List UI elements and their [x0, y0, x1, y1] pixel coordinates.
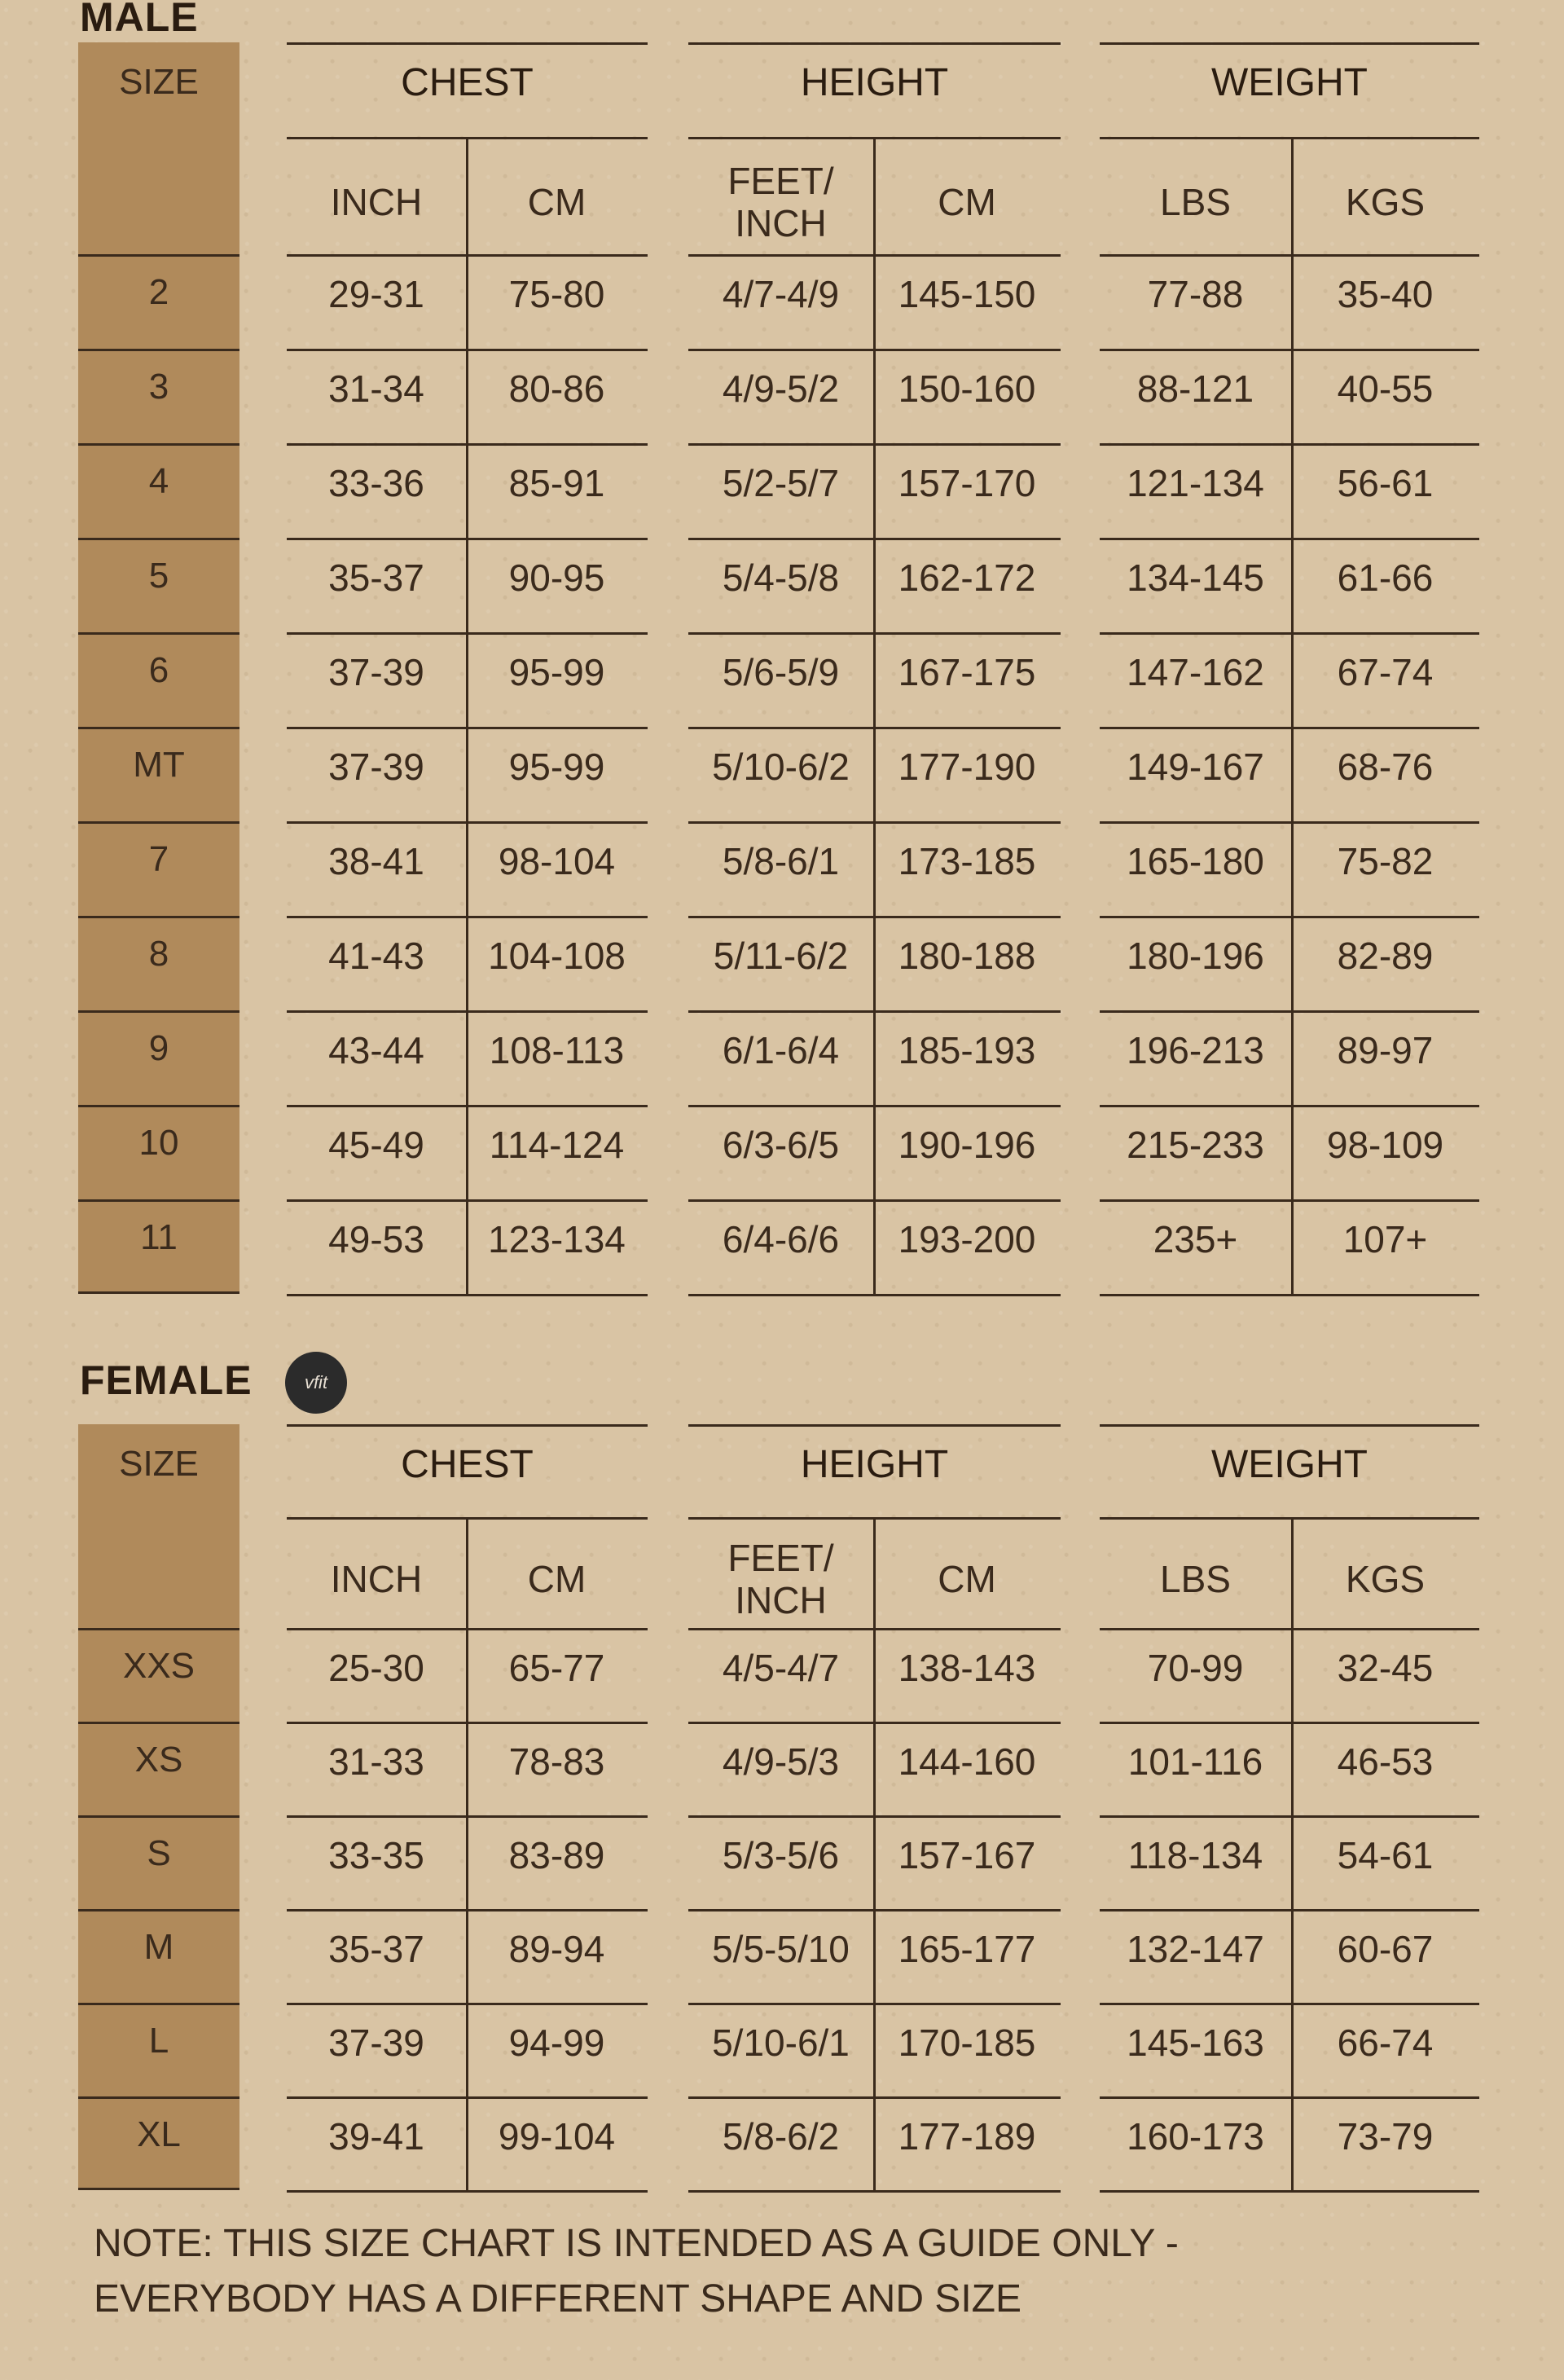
male-col-height-ftin-text-1: INCH [735, 202, 827, 244]
male-row-rule [1100, 916, 1479, 918]
female-row-rule [688, 1909, 1061, 1911]
female-row-rule [287, 2003, 648, 2005]
male-weight-sub-rule [1100, 137, 1479, 139]
male-cell-height-cm: 167-175 [898, 651, 1036, 693]
female-cell-chest-cm: 83-89 [508, 1834, 605, 1876]
female-col-weight-lbs [1100, 1558, 1291, 1600]
male-row-rule [688, 632, 1061, 635]
male-cell-height-ftin: 5/11-6/2 [713, 935, 849, 977]
female-cell-weight-lbs: 118-134 [1127, 1834, 1263, 1876]
male-cell-height-ftin: 5/4-5/8 [722, 557, 840, 599]
female-cell-weight-kgs: 32-45 [1337, 1647, 1434, 1689]
female-col-height-cm-text-0: CM [938, 1558, 996, 1600]
female-chest-bottom-rule [287, 2190, 648, 2193]
male-cell-weight-lbs: 235+ [1153, 1218, 1238, 1260]
female-height-header: HEIGHT [800, 1443, 949, 1486]
female-cell-chest-cm: 65-77 [508, 1647, 605, 1689]
female-cell-chest-cm: 99-104 [498, 2115, 616, 2158]
male-row-rule [1100, 1105, 1479, 1107]
male-row-rule [688, 443, 1061, 446]
male-cell-weight-lbs: 77-88 [1147, 273, 1244, 315]
male-cell-chest-cm: 95-99 [508, 651, 605, 693]
male-cell-weight-kgs: 67-74 [1337, 651, 1434, 693]
male-cell-weight-lbs: 180-196 [1127, 935, 1264, 977]
female-row-rule [688, 1815, 1061, 1818]
female-col-height-ftin-text-0: FEET/ [727, 1537, 834, 1579]
male-row-rule [688, 821, 1061, 824]
male-size-rule [78, 821, 239, 824]
female-row-rule [287, 2096, 648, 2099]
female-row-rule [287, 1628, 648, 1630]
male-row-rule [688, 916, 1061, 918]
male-cell-height-ftin: 4/7-4/9 [722, 273, 840, 315]
male-size-bottom-rule [78, 1291, 239, 1294]
male-cell-weight-lbs: 147-162 [1127, 651, 1264, 693]
male-size-10: 10 [138, 1123, 179, 1163]
female-size-rule [78, 1628, 239, 1630]
male-size-rule [78, 538, 239, 540]
female-cell-weight-kgs: 60-67 [1337, 1928, 1434, 1970]
male-row-rule [688, 254, 1061, 257]
female-size-rule [78, 1909, 239, 1911]
male-cell-height-cm: 185-193 [898, 1029, 1036, 1071]
female-size-rule [78, 1722, 239, 1724]
male-cell-chest-cm: 75-80 [508, 273, 605, 315]
female-row-rule [1100, 2003, 1479, 2005]
male-cell-height-cm: 193-200 [898, 1218, 1036, 1260]
female-size-rule [78, 2003, 239, 2005]
male-cell-weight-kgs: 56-61 [1337, 462, 1434, 504]
female-col-weight-kgs [1291, 1558, 1479, 1600]
male-row-rule [1100, 1199, 1479, 1202]
male-size-8: 8 [148, 934, 169, 974]
male-row-rule [287, 538, 648, 540]
female-row-rule [287, 1909, 648, 1911]
male-cell-weight-lbs: 215-233 [1127, 1124, 1264, 1166]
female-cell-chest-inch: 25-30 [328, 1647, 424, 1689]
female-size-header: SIZE [119, 1444, 199, 1484]
male-size-rule [78, 727, 239, 729]
female-size-m: M [143, 1927, 174, 1967]
male-height-top-rule [688, 42, 1061, 45]
female-row-rule [1100, 2096, 1479, 2099]
male-cell-weight-lbs: 196-213 [1127, 1029, 1264, 1071]
male-cell-weight-kgs: 35-40 [1337, 273, 1434, 315]
male-cell-height-ftin: 6/1-6/4 [722, 1029, 840, 1071]
female-weight-bottom-rule [1100, 2190, 1479, 2193]
male-row-rule [1100, 349, 1479, 351]
female-cell-height-cm: 177-189 [898, 2115, 1036, 2158]
male-cell-weight-kgs: 40-55 [1337, 367, 1434, 410]
male-size-2: 2 [148, 272, 169, 312]
female-size-column [78, 1424, 239, 2190]
male-size-mt: MT [133, 745, 185, 785]
female-chest-header: CHEST [401, 1443, 534, 1486]
male-size-header: SIZE [119, 62, 199, 102]
male-cell-chest-cm: 114-124 [489, 1124, 625, 1166]
male-col-weight-lbs [1100, 181, 1291, 223]
male-row-rule [287, 1199, 648, 1202]
male-chest-top-rule [287, 42, 648, 45]
male-cell-height-cm: 145-150 [898, 273, 1036, 315]
male-col-chest-inch [287, 181, 466, 223]
male-cell-weight-kgs: 61-66 [1337, 557, 1434, 599]
male-col-height-cm [873, 181, 1061, 223]
female-col-height-ftin-text-1: INCH [735, 1579, 827, 1621]
female-cell-weight-lbs: 132-147 [1127, 1928, 1264, 1970]
female-size-s: S [147, 1833, 171, 1873]
female-cell-height-cm: 138-143 [898, 1647, 1036, 1689]
vfit-badge-icon: vfit [285, 1352, 347, 1414]
female-col-chest-cm [466, 1558, 648, 1600]
female-chest-top-rule [287, 1424, 648, 1427]
female-cell-height-ftin: 5/10-6/1 [712, 2021, 850, 2064]
female-row-rule [688, 1722, 1061, 1724]
male-size-rule [78, 443, 239, 446]
female-col-chest-cm-text-0: CM [527, 1558, 586, 1600]
male-cell-chest-cm: 80-86 [508, 367, 605, 410]
female-cell-height-ftin: 4/9-5/3 [722, 1740, 840, 1783]
male-chest-header: CHEST [401, 61, 534, 104]
male-cell-chest-inch: 43-44 [328, 1029, 424, 1071]
female-row-rule [287, 1722, 648, 1724]
female-height-bottom-rule [688, 2190, 1061, 2193]
male-cell-chest-inch: 38-41 [328, 840, 424, 882]
male-size-rule [78, 1010, 239, 1013]
note-line-2: EVERYBODY HAS A DIFFERENT SHAPE AND SIZE [94, 2277, 1022, 2321]
male-row-rule [1100, 1010, 1479, 1013]
male-cell-chest-inch: 33-36 [328, 462, 424, 504]
male-cell-weight-lbs: 134-145 [1127, 557, 1264, 599]
male-size-rule [78, 916, 239, 918]
female-cell-height-cm: 157-167 [898, 1834, 1036, 1876]
male-height-bottom-rule [688, 1294, 1061, 1296]
female-cell-chest-inch: 39-41 [328, 2115, 424, 2158]
female-weight-sub-rule [1100, 1517, 1479, 1520]
male-cell-height-ftin: 6/4-6/6 [722, 1218, 840, 1260]
male-row-rule [287, 727, 648, 729]
female-cell-chest-cm: 94-99 [508, 2021, 605, 2064]
female-row-rule [688, 2003, 1061, 2005]
male-col-weight-lbs-text-0: LBS [1160, 181, 1231, 223]
female-row-rule [688, 1628, 1061, 1630]
male-col-weight-kgs [1291, 181, 1479, 223]
male-cell-weight-kgs: 89-97 [1337, 1029, 1434, 1071]
female-size-xxs: XXS [122, 1646, 196, 1686]
male-cell-height-cm: 157-170 [898, 462, 1036, 504]
female-size-xl: XL [137, 2114, 181, 2154]
male-cell-chest-cm: 108-113 [489, 1029, 625, 1071]
male-row-rule [688, 1199, 1061, 1202]
male-weight-bottom-rule [1100, 1294, 1479, 1296]
male-title: MALE [80, 0, 199, 40]
note-line-1: NOTE: THIS SIZE CHART IS INTENDED AS A GUIDE ONLY - [94, 2222, 1179, 2265]
male-col-weight-kgs-text-0: KGS [1345, 181, 1426, 223]
male-cell-weight-kgs: 98-109 [1326, 1124, 1444, 1166]
male-size-rule [78, 632, 239, 635]
male-cell-chest-cm: 98-104 [498, 840, 616, 882]
male-col-chest-cm-text-0: CM [527, 181, 586, 223]
male-weight-top-rule [1100, 42, 1479, 45]
male-row-rule [1100, 727, 1479, 729]
male-col-height-ftin-text-0: FEET/ [727, 160, 834, 202]
male-row-rule [287, 349, 648, 351]
female-col-weight-kgs-text-0: KGS [1345, 1558, 1426, 1600]
male-size-9: 9 [148, 1028, 169, 1068]
size-chart-note [94, 2216, 1397, 2327]
male-col-chest-inch-text-0: INCH [330, 181, 423, 223]
male-row-rule [688, 727, 1061, 729]
female-cell-height-cm: 170-185 [898, 2021, 1036, 2064]
female-cell-chest-inch: 35-37 [328, 1928, 424, 1970]
male-cell-height-ftin: 5/2-5/7 [722, 462, 840, 504]
female-row-rule [1100, 1722, 1479, 1724]
male-cell-height-ftin: 5/10-6/2 [712, 746, 850, 788]
female-cell-weight-kgs: 66-74 [1337, 2021, 1434, 2064]
male-cell-weight-kgs: 82-89 [1337, 935, 1434, 977]
female-size-l: L [148, 2021, 169, 2061]
female-col-height-ftin [688, 1537, 873, 1621]
male-cell-height-cm: 162-172 [898, 557, 1036, 599]
female-size-bottom-rule [78, 2188, 239, 2190]
female-row-rule [1100, 1909, 1479, 1911]
female-cell-height-ftin: 5/5-5/10 [712, 1928, 850, 1970]
female-weight-top-rule [1100, 1424, 1479, 1427]
male-col-chest-cm [466, 181, 648, 223]
male-height-header: HEIGHT [800, 61, 949, 104]
male-cell-weight-lbs: 165-180 [1127, 840, 1264, 882]
male-row-rule [688, 349, 1061, 351]
male-row-rule [287, 916, 648, 918]
male-cell-chest-inch: 49-53 [328, 1218, 424, 1260]
male-size-5: 5 [148, 556, 169, 596]
male-cell-height-ftin: 5/8-6/1 [722, 840, 840, 882]
female-size-rule [78, 2096, 239, 2099]
male-row-rule [287, 821, 648, 824]
male-size-rule [78, 349, 239, 351]
male-cell-chest-inch: 45-49 [328, 1124, 424, 1166]
male-row-rule [688, 1010, 1061, 1013]
male-cell-chest-cm: 85-91 [508, 462, 605, 504]
male-cell-height-cm: 177-190 [898, 746, 1036, 788]
male-size-rule [78, 1199, 239, 1202]
male-size-11: 11 [140, 1217, 178, 1257]
female-col-chest-inch [287, 1558, 466, 1600]
male-cell-height-cm: 180-188 [898, 935, 1036, 977]
female-cell-chest-cm: 89-94 [508, 1928, 605, 1970]
female-row-rule [1100, 1815, 1479, 1818]
female-cell-height-cm: 165-177 [898, 1928, 1036, 1970]
female-cell-height-ftin: 4/5-4/7 [722, 1647, 840, 1689]
male-cell-height-ftin: 4/9-5/2 [722, 367, 840, 410]
female-col-chest-inch-text-0: INCH [330, 1558, 423, 1600]
female-cell-chest-inch: 37-39 [328, 2021, 424, 2064]
male-cell-weight-lbs: 149-167 [1127, 746, 1264, 788]
male-cell-height-cm: 173-185 [898, 840, 1036, 882]
male-size-rule [78, 254, 239, 257]
male-size-6: 6 [148, 650, 169, 690]
male-cell-chest-inch: 35-37 [328, 557, 424, 599]
male-row-rule [287, 632, 648, 635]
female-row-rule [688, 2096, 1061, 2099]
female-cell-weight-lbs: 160-173 [1127, 2115, 1264, 2158]
male-cell-height-ftin: 6/3-6/5 [722, 1124, 840, 1166]
male-cell-chest-inch: 37-39 [328, 651, 424, 693]
female-col-weight-lbs-text-0: LBS [1160, 1558, 1231, 1600]
female-cell-height-ftin: 5/8-6/2 [722, 2115, 840, 2158]
female-cell-weight-kgs: 54-61 [1337, 1834, 1434, 1876]
male-row-rule [287, 443, 648, 446]
male-row-rule [287, 1010, 648, 1013]
female-cell-weight-lbs: 101-116 [1127, 1740, 1263, 1783]
male-row-rule [1100, 443, 1479, 446]
male-chest-bottom-rule [287, 1294, 648, 1296]
male-weight-header: WEIGHT [1211, 61, 1368, 104]
male-cell-chest-inch: 29-31 [328, 273, 424, 315]
male-cell-chest-cm: 95-99 [508, 746, 605, 788]
female-size-xs: XS [134, 1740, 183, 1780]
male-cell-height-cm: 150-160 [898, 367, 1036, 410]
female-height-top-rule [688, 1424, 1061, 1427]
female-row-rule [1100, 1628, 1479, 1630]
male-cell-chest-cm: 104-108 [488, 935, 626, 977]
female-cell-weight-kgs: 46-53 [1337, 1740, 1434, 1783]
male-cell-weight-kgs: 75-82 [1337, 840, 1434, 882]
male-size-4: 4 [148, 461, 169, 501]
male-size-3: 3 [148, 367, 169, 407]
female-title: FEMALE [80, 1357, 253, 1403]
female-row-rule [287, 1815, 648, 1818]
female-cell-weight-kgs: 73-79 [1337, 2115, 1434, 2158]
male-cell-weight-lbs: 121-134 [1127, 462, 1264, 504]
male-cell-chest-cm: 90-95 [508, 557, 605, 599]
male-row-rule [287, 254, 648, 257]
male-row-rule [1100, 821, 1479, 824]
male-row-rule [688, 1105, 1061, 1107]
female-cell-chest-inch: 31-33 [328, 1740, 424, 1783]
male-cell-height-ftin: 5/6-5/9 [722, 651, 840, 693]
male-col-height-ftin [688, 160, 873, 244]
female-cell-weight-lbs: 70-99 [1147, 1647, 1244, 1689]
female-cell-height-ftin: 5/3-5/6 [722, 1834, 840, 1876]
male-row-rule [688, 538, 1061, 540]
male-size-column [78, 42, 239, 1294]
female-cell-chest-cm: 78-83 [508, 1740, 605, 1783]
female-cell-weight-lbs: 145-163 [1127, 2021, 1264, 2064]
male-cell-chest-inch: 31-34 [328, 367, 424, 410]
male-cell-weight-kgs: 107+ [1342, 1218, 1428, 1260]
male-row-rule [287, 1105, 648, 1107]
male-size-7: 7 [148, 839, 169, 879]
male-cell-chest-cm: 123-134 [488, 1218, 626, 1260]
male-cell-weight-kgs: 68-76 [1337, 746, 1434, 788]
female-cell-chest-inch: 33-35 [328, 1834, 424, 1876]
female-col-height-cm [873, 1558, 1061, 1600]
female-size-rule [78, 1815, 239, 1818]
male-row-rule [1100, 254, 1479, 257]
male-cell-weight-lbs: 88-121 [1136, 367, 1254, 410]
male-cell-chest-inch: 41-43 [328, 935, 424, 977]
male-size-rule [78, 1105, 239, 1107]
male-col-height-cm-text-0: CM [938, 181, 996, 223]
female-weight-header: WEIGHT [1211, 1443, 1368, 1486]
male-cell-chest-inch: 37-39 [328, 746, 424, 788]
male-row-rule [1100, 538, 1479, 540]
male-cell-height-cm: 190-196 [898, 1124, 1036, 1166]
male-row-rule [1100, 632, 1479, 635]
female-cell-height-cm: 144-160 [898, 1740, 1036, 1783]
